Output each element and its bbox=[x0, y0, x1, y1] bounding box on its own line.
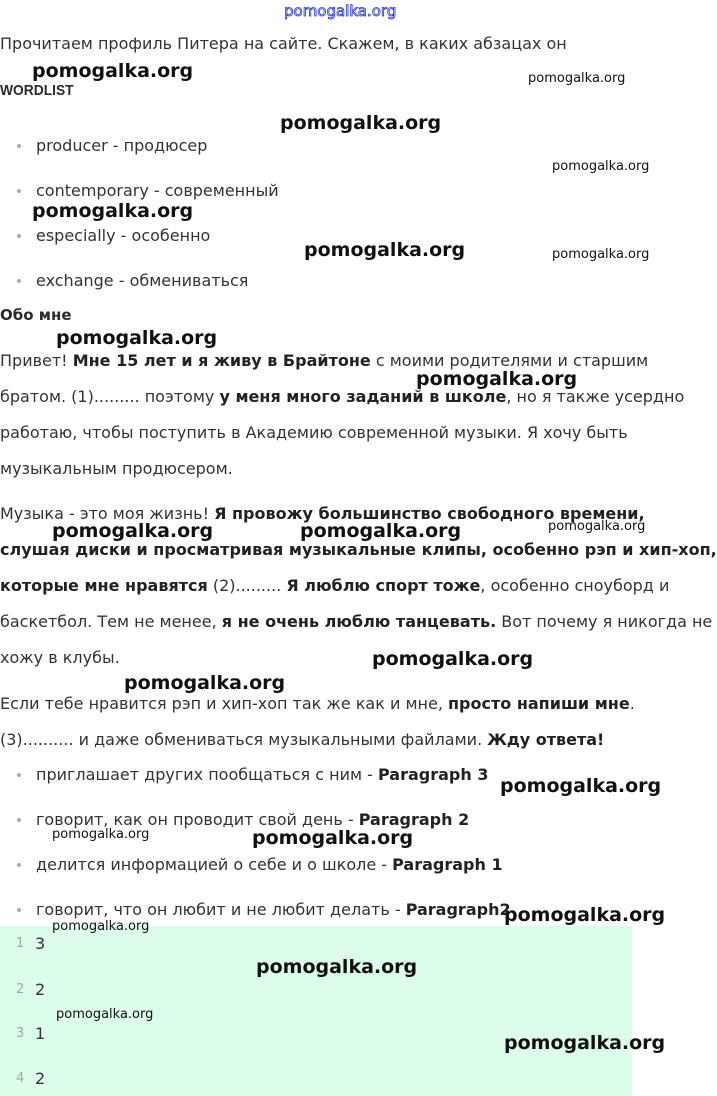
bullet-icon bbox=[17, 773, 21, 777]
bullet-icon bbox=[17, 189, 21, 193]
watermark: pomogalka.org bbox=[280, 112, 442, 134]
answer-number: 1 bbox=[16, 936, 25, 951]
watermark: pomogalka.org bbox=[124, 672, 286, 694]
watermark: pomogalka.org bbox=[552, 159, 650, 174]
watermark: pomogalka.org bbox=[56, 1007, 154, 1022]
bullet-icon bbox=[17, 908, 21, 912]
list-item: приглашает других пообщаться с ним - Paragraph 3 bbox=[0, 764, 511, 809]
answer-value: 2 bbox=[35, 1069, 46, 1088]
paragraph-3: Если тебе нравится рэп и хип-хоп так же как и мне, просто напиши мне. (3).......... и даже обмениваться музыкальными файлами. Жду ответа! bbox=[0, 694, 635, 749]
answer-value: 3 bbox=[35, 934, 46, 953]
list-item: contemporary - современный bbox=[0, 180, 279, 225]
watermark: pomogalka.org bbox=[416, 368, 578, 390]
list-item: especially - особенно bbox=[0, 225, 279, 270]
paragraph-1: Привет! Мне 15 лет и я живу в Брайтоне с моими родителями и старшим братом. (1)......... поэтому у меня много заданий в школе, но я также усердно работаю, чтобы поступить в Академию современной музыки. Я хочу быть музыкальным продюсером. bbox=[0, 351, 685, 478]
watermark: pomogalka.org bbox=[32, 200, 194, 222]
bullet-icon bbox=[17, 818, 21, 822]
watermark: pomogalka.org bbox=[56, 327, 218, 349]
answer-number: 4 bbox=[16, 1071, 25, 1086]
watermark: pomogalka.org bbox=[548, 519, 646, 534]
about-heading: Обо мне bbox=[0, 306, 72, 324]
watermark: pomogalka.org bbox=[32, 60, 194, 82]
answer-value: 1 bbox=[35, 1024, 46, 1043]
bullet-icon bbox=[17, 863, 21, 867]
list-item: exchange - обмениваться bbox=[0, 270, 279, 315]
paragraph-2: Музыка - это моя жизнь! Я провожу большинство свободного времени, слушая диски и просматривая музыкальные клипы, особенно рэп и хип-хоп, которые мне нравятся (2)......... Я люблю спорт тоже, особенно сноуборд и баскетбол. Тем не менее, я не очень люблю танцевать. Вот почему я никогда не хожу в клубы. bbox=[0, 504, 717, 667]
answer-number: 3 bbox=[16, 1026, 25, 1041]
list-item: producer - продюсер bbox=[0, 135, 279, 180]
site-watermark-top: pomogalka.org bbox=[284, 2, 397, 20]
bullet-icon bbox=[17, 234, 21, 238]
watermark: pomogalka.org bbox=[52, 827, 150, 842]
watermark: pomogalka.org bbox=[304, 239, 466, 261]
list-item: говорит, как он проводит свой день - Paragraph 2 bbox=[0, 809, 511, 854]
watermark: pomogalka.org bbox=[500, 775, 662, 797]
bullet-icon bbox=[17, 279, 21, 283]
watermark: pomogalka.org bbox=[504, 904, 666, 926]
answer-number: 2 bbox=[16, 982, 25, 997]
watermark: pomogalka.org bbox=[552, 247, 650, 262]
intro-text: Прочитаем профиль Питера на сайте. Скажем, в каких абзацах он bbox=[0, 34, 567, 53]
watermark: pomogalka.org bbox=[252, 827, 414, 849]
watermark: pomogalka.org bbox=[256, 956, 418, 978]
answer-value: 2 bbox=[35, 980, 46, 999]
list-item: говорит, что он любит и не любит делать - Paragraph2 bbox=[0, 899, 511, 944]
watermark: pomogalka.org bbox=[300, 520, 462, 542]
watermark: pomogalka.org bbox=[504, 1032, 666, 1054]
list-item: делится информацией о себе и о школе - Paragraph 1 bbox=[0, 854, 511, 899]
task-list bbox=[0, 764, 511, 944]
watermark: pomogalka.org bbox=[52, 520, 214, 542]
wordlist-heading: WORDLIST bbox=[0, 82, 74, 99]
bullet-icon bbox=[17, 144, 21, 148]
watermark: pomogalka.org bbox=[528, 71, 626, 86]
wordlist bbox=[0, 135, 279, 315]
watermark: pomogalka.org bbox=[372, 648, 534, 670]
watermark: pomogalka.org bbox=[52, 919, 150, 934]
